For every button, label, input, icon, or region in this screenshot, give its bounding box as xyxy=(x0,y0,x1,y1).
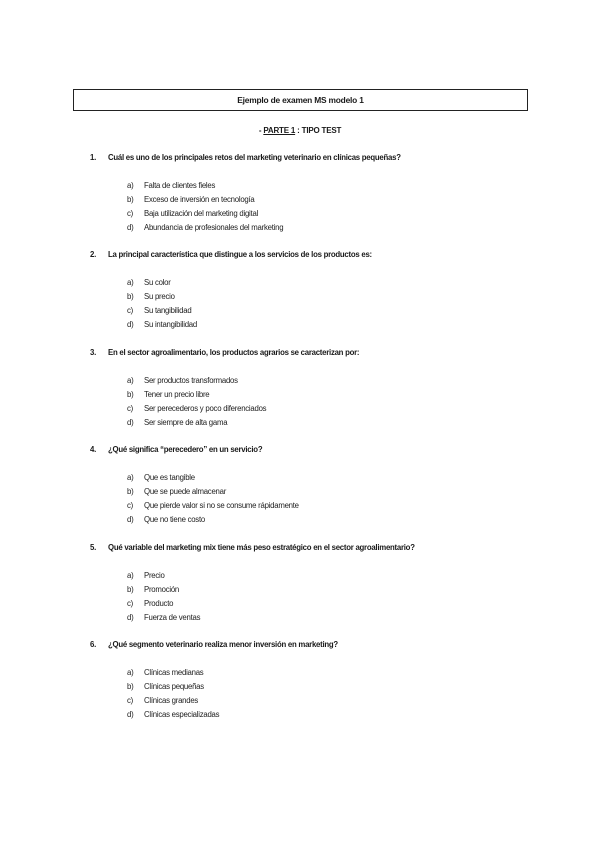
answer-option xyxy=(127,418,527,427)
question-text: Qué variable del marketing mix tiene más peso estratégico en el sector agroalimentario? xyxy=(108,543,415,552)
part-prefix: - xyxy=(258,126,264,135)
option-letter: c) xyxy=(127,599,133,608)
option-letter: a) xyxy=(127,571,134,580)
answer-option xyxy=(127,209,527,218)
option-letter: c) xyxy=(127,306,133,315)
answer-option xyxy=(127,223,527,232)
question-number: 6. xyxy=(90,640,97,649)
option-letter: d) xyxy=(127,418,134,427)
answer-option xyxy=(127,278,527,287)
option-letter: b) xyxy=(127,682,134,691)
option-text: Clínicas especializadas xyxy=(144,710,220,719)
question xyxy=(90,445,550,454)
option-text: Ser productos transformados xyxy=(144,376,238,385)
option-text: Clínicas grandes xyxy=(144,696,199,705)
option-text: Que pierde valor si no se consume rápidamente xyxy=(144,501,299,510)
question-number: 1. xyxy=(90,153,97,162)
question-text: En el sector agroalimentario, los productos agrarios se caracterizan por: xyxy=(108,348,360,357)
option-text: Su color xyxy=(144,278,171,287)
option-letter: a) xyxy=(127,473,134,482)
answer-option xyxy=(127,390,527,399)
answer-option xyxy=(127,292,527,301)
option-text: Falta de clientes fieles xyxy=(144,181,216,190)
answer-option xyxy=(127,473,527,482)
option-text: Abundancia de profesionales del marketing xyxy=(144,223,284,232)
option-text: Ser siempre de alta gama xyxy=(144,418,228,427)
option-letter: d) xyxy=(127,515,134,524)
answer-option xyxy=(127,306,527,315)
option-text: Fuerza de ventas xyxy=(144,613,201,622)
option-letter: b) xyxy=(127,390,134,399)
option-letter: a) xyxy=(127,376,134,385)
answer-option xyxy=(127,487,527,496)
question-number: 5. xyxy=(90,543,97,552)
option-letter: d) xyxy=(127,613,134,622)
question-number: 4. xyxy=(90,445,97,454)
option-text: Que es tangible xyxy=(144,473,195,482)
option-text: Clínicas pequeñas xyxy=(144,682,204,691)
option-letter: c) xyxy=(127,209,133,218)
option-text: Tener un precio libre xyxy=(144,390,210,399)
option-letter: b) xyxy=(127,487,134,496)
option-text: Promoción xyxy=(144,585,180,594)
part-heading xyxy=(0,126,600,135)
option-letter: a) xyxy=(127,668,134,677)
answer-option xyxy=(127,404,527,413)
question-text: Cuál es uno de los principales retos del marketing veterinario en clínicas pequeñas? xyxy=(108,153,401,162)
option-letter: b) xyxy=(127,195,134,204)
option-letter: d) xyxy=(127,223,134,232)
question xyxy=(90,348,550,357)
option-text: Exceso de inversión en tecnología xyxy=(144,195,255,204)
option-letter: c) xyxy=(127,696,133,705)
question xyxy=(90,153,550,162)
answer-option xyxy=(127,195,527,204)
option-text: Su tangibilidad xyxy=(144,306,192,315)
exam-title-box xyxy=(73,89,528,111)
option-letter: d) xyxy=(127,320,134,329)
part-label: PARTE 1 xyxy=(263,126,296,135)
option-text: Clínicas medianas xyxy=(144,668,204,677)
question-number: 3. xyxy=(90,348,97,357)
question-text: ¿Qué significa “perecedero” en un servicio? xyxy=(108,445,263,454)
answer-option xyxy=(127,710,527,719)
option-letter: c) xyxy=(127,404,133,413)
part-suffix: : TIPO TEST xyxy=(295,126,342,135)
question-text: La principal característica que distingue a los servicios de los productos es: xyxy=(108,250,372,259)
answer-option xyxy=(127,181,527,190)
question-number: 2. xyxy=(90,250,97,259)
option-text: Su intangibilidad xyxy=(144,320,197,329)
exam-title: Ejemplo de examen MS modelo 1 xyxy=(237,95,364,105)
question xyxy=(90,640,550,649)
answer-option xyxy=(127,613,527,622)
option-letter: b) xyxy=(127,585,134,594)
answer-option xyxy=(127,599,527,608)
option-letter: a) xyxy=(127,278,134,287)
question xyxy=(90,543,550,552)
answer-option xyxy=(127,682,527,691)
answer-option xyxy=(127,501,527,510)
option-text: Su precio xyxy=(144,292,175,301)
answer-option xyxy=(127,320,527,329)
option-text: Baja utilización del marketing digital xyxy=(144,209,259,218)
answer-option xyxy=(127,696,527,705)
answer-option xyxy=(127,668,527,677)
question-text: ¿Qué segmento veterinario realiza menor inversión en marketing? xyxy=(108,640,338,649)
option-text: Ser perecederos y poco diferenciados xyxy=(144,404,267,413)
option-text: Producto xyxy=(144,599,174,608)
option-letter: b) xyxy=(127,292,134,301)
option-text: Que se puede almacenar xyxy=(144,487,227,496)
answer-option xyxy=(127,376,527,385)
option-text: Precio xyxy=(144,571,165,580)
option-text: Que no tiene costo xyxy=(144,515,205,524)
answer-option xyxy=(127,571,527,580)
question xyxy=(90,250,550,259)
option-letter: c) xyxy=(127,501,133,510)
option-letter: a) xyxy=(127,181,134,190)
answer-option xyxy=(127,515,527,524)
option-letter: d) xyxy=(127,710,134,719)
answer-option xyxy=(127,585,527,594)
